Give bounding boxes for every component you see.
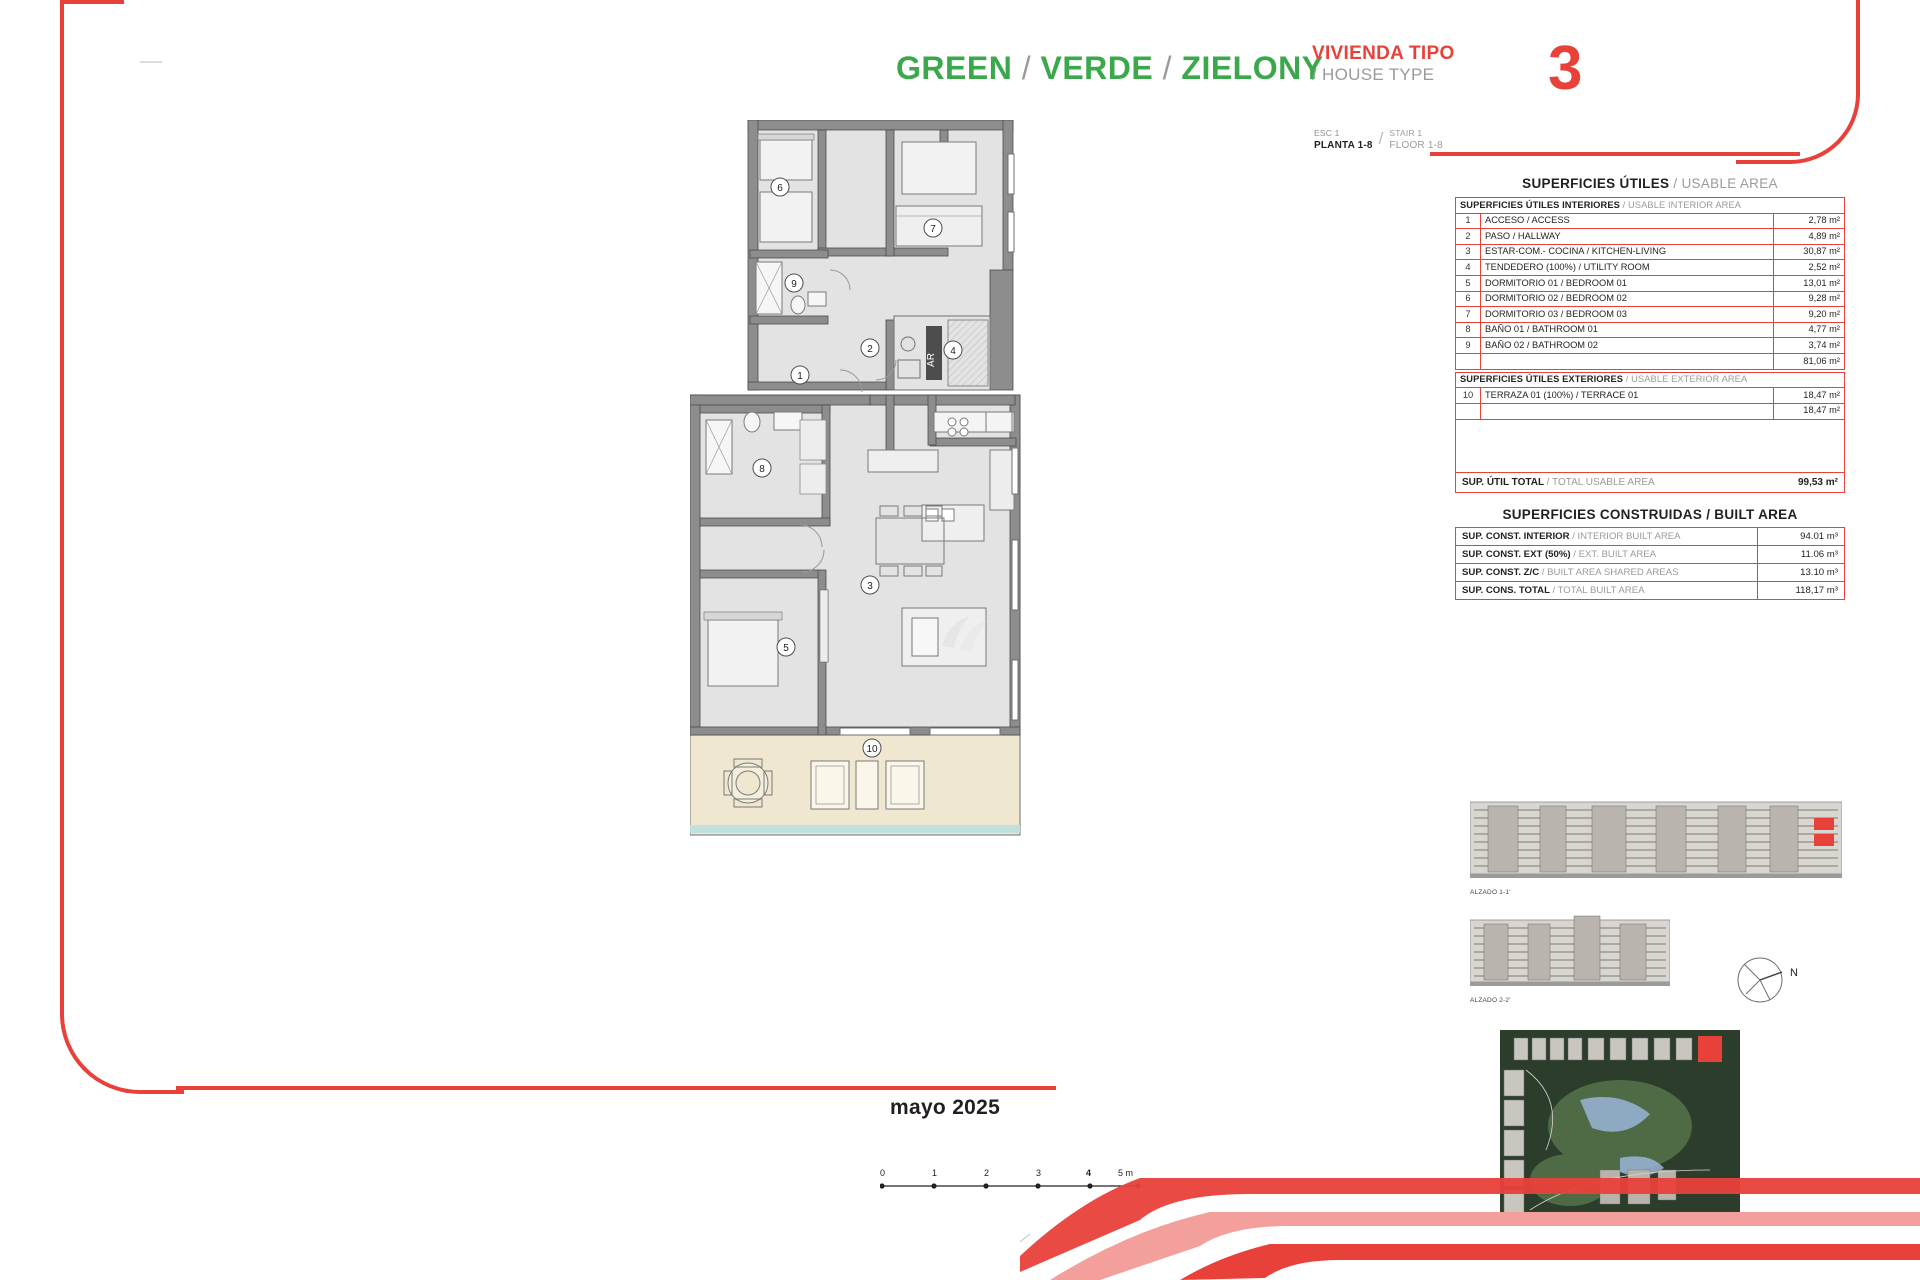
built-heading-es: SUPERFICIES CONSTRUIDAS	[1502, 506, 1703, 522]
esc-label-en: STAIR 1	[1389, 128, 1423, 138]
usable-heading-es: SUPERFICIES ÚTILES	[1522, 176, 1670, 191]
table-row	[1456, 527, 1845, 545]
house-type-block	[1312, 44, 1512, 85]
stair-en	[1389, 128, 1442, 153]
room-marker-4	[944, 341, 962, 359]
usable-exterior-table	[1455, 372, 1845, 420]
title-sep-1: /	[1021, 50, 1032, 86]
row-label: BAÑO 02 / BATHROOM 02	[1481, 338, 1774, 354]
header-underline	[1430, 152, 1800, 156]
areas-panel	[1455, 176, 1845, 600]
room-marker-8	[753, 459, 771, 477]
scale-unit: 5 m	[1118, 1168, 1134, 1178]
built-area-table	[1455, 527, 1845, 600]
usable-exterior-subheader	[1456, 372, 1845, 388]
decorative-marks	[140, 50, 200, 120]
elevation-2-caption: ALZADO 2-2'	[1470, 997, 1511, 1004]
built-label-en: / TOTAL BUILT AREA	[1552, 584, 1645, 596]
row-value: 4,77 m²	[1774, 322, 1845, 338]
built-label-en: / INTERIOR BUILT AREA	[1572, 530, 1681, 542]
row-number: 10	[1456, 388, 1481, 404]
built-label-es: SUP. CONST. Z/C	[1462, 566, 1540, 578]
scale-tick-4: 4	[1086, 1168, 1092, 1178]
row-number: 2	[1456, 229, 1481, 245]
row-value: 2,78 m²	[1774, 213, 1845, 229]
row-label: PASO / HALLWAY	[1481, 229, 1774, 245]
exterior-total-row	[1456, 403, 1845, 419]
svg-text:6: 6	[777, 183, 783, 194]
row-value: 30,87 m²	[1774, 244, 1845, 260]
row-number: 6	[1456, 291, 1481, 307]
row-number: 9	[1456, 338, 1481, 354]
compass-icon	[1730, 950, 1810, 1010]
stair-es	[1314, 128, 1373, 153]
frame-top-left	[60, 0, 124, 64]
row-value: 13,01 m²	[1774, 276, 1845, 292]
row-number: 3	[1456, 244, 1481, 260]
svg-text:2: 2	[867, 344, 873, 355]
scale-tick-2: 2	[984, 1168, 990, 1178]
built-label-es: SUP. CONS. TOTAL	[1462, 584, 1550, 596]
table-row	[1456, 307, 1845, 323]
usable-heading-en: / USABLE AREA	[1673, 176, 1778, 191]
row-value: 9,20 m²	[1774, 307, 1845, 323]
row-value: 9,28 m²	[1774, 291, 1845, 307]
table-row	[1456, 545, 1845, 563]
built-label-en: / EXT. BUILT AREA	[1573, 548, 1657, 560]
row-label: BAÑO 01 / BATHROOM 01	[1481, 322, 1774, 338]
table-row	[1456, 291, 1845, 307]
frame-left-line	[60, 0, 64, 1000]
room-marker-5	[777, 638, 795, 656]
table-row	[1456, 338, 1845, 354]
built-value: 94.01 m³	[1758, 527, 1845, 545]
frame-bottom-line	[176, 1086, 1056, 1090]
planta-label-en: FLOOR 1-8	[1389, 140, 1443, 152]
room-marker-2	[861, 339, 879, 357]
row-value: 4,89 m²	[1774, 229, 1845, 245]
frame-bottom-left-curve	[60, 1000, 184, 1094]
room-marker-6	[771, 178, 789, 196]
built-area-heading	[1455, 507, 1845, 522]
row-value: 3,74 m²	[1774, 338, 1845, 354]
table-row	[1456, 388, 1845, 404]
elevation-1-drawing	[1470, 794, 1842, 882]
usable-area-heading	[1455, 176, 1845, 191]
svg-text:3: 3	[867, 581, 873, 592]
built-label-es: SUP. CONST. INTERIOR	[1462, 530, 1570, 542]
exterior-header-en: / USABLE EXTERIOR AREA	[1625, 374, 1748, 385]
scale-tick-1: 1	[932, 1168, 938, 1178]
elevation-1	[1470, 794, 1842, 896]
house-type-label: / HOUSE TYPE	[1312, 64, 1435, 84]
title-zielony: ZIELONY	[1181, 50, 1324, 86]
svg-text:4: 4	[950, 346, 956, 357]
panel-spacer-box	[1455, 420, 1845, 473]
room-marker-3	[861, 576, 879, 594]
svg-text:8: 8	[759, 464, 765, 475]
built-label-en: / BUILT AREA SHARED AREAS	[1541, 566, 1679, 578]
title-verde: VERDE	[1040, 50, 1154, 86]
title-green: GREEN	[896, 50, 1013, 86]
row-number: 1	[1456, 213, 1481, 229]
total-usable-value: 99,53 m²	[1797, 476, 1838, 488]
svg-text:1: 1	[797, 371, 803, 382]
elevation-1-caption: ALZADO 1-1'	[1470, 889, 1511, 896]
total-usable-box	[1455, 473, 1845, 493]
scale-tick-0: 0	[880, 1168, 886, 1178]
table-row	[1456, 244, 1845, 260]
table-row	[1456, 213, 1845, 229]
table-row	[1456, 563, 1845, 581]
exterior-header-es: SUPERFICIES ÚTILES EXTERIORES	[1460, 374, 1624, 385]
row-label: TERRAZA 01 (100%) / TERRACE 01	[1481, 388, 1774, 404]
vivienda-tipo-label: VIVIENDA TIPO	[1312, 43, 1455, 64]
built-value: 13.10 m³	[1758, 563, 1845, 581]
page-title	[896, 50, 1324, 87]
interior-total-row	[1456, 354, 1845, 370]
svg-text:9: 9	[791, 279, 797, 290]
frame-top-right-curve	[1736, 0, 1860, 164]
svg-text:10: 10	[866, 744, 878, 755]
row-number: 7	[1456, 307, 1481, 323]
exterior-total-value: 18,47 m²	[1774, 403, 1845, 419]
row-label: DORMITORIO 01 / BEDROOM 01	[1481, 276, 1774, 292]
svg-text:5: 5	[783, 643, 789, 654]
interior-header-en: / USABLE INTERIOR AREA	[1622, 199, 1742, 210]
elevation-2-drawing	[1470, 910, 1670, 990]
compass	[1730, 950, 1810, 1015]
built-heading-en: / BUILT AREA	[1706, 506, 1798, 522]
row-label: TENDEDERO (100%) / UTILITY ROOM	[1481, 260, 1774, 276]
built-label-es: SUP. CONST. EXT (50%)	[1462, 548, 1571, 560]
row-label: ACCESO / ACCESS	[1481, 213, 1774, 229]
compass-north-label: N	[1790, 967, 1798, 979]
row-number: 4	[1456, 260, 1481, 276]
room-marker-9	[785, 274, 803, 292]
room-marker-7	[924, 219, 942, 237]
room-marker-10	[863, 739, 881, 757]
table-row	[1456, 260, 1845, 276]
usable-interior-subheader	[1456, 198, 1845, 214]
decorative-mark-bottom	[1020, 1232, 1040, 1248]
interior-total-value: 81,06 m²	[1774, 354, 1845, 370]
document-date: mayo 2025	[890, 1096, 1001, 1119]
row-label: ESTAR-COM.- COCINA / KITCHEN-LIVING	[1481, 244, 1774, 260]
svg-text:7: 7	[930, 224, 936, 235]
title-sep-2: /	[1162, 50, 1172, 86]
floor-plan-drawing	[690, 120, 1120, 1020]
armario-label: AR	[926, 353, 937, 367]
row-value: 18,47 m²	[1774, 388, 1845, 404]
table-row	[1456, 229, 1845, 245]
planta-label-es: PLANTA 1-8	[1314, 140, 1373, 152]
footer-swoosh	[1020, 1160, 1920, 1280]
row-value: 2,52 m²	[1774, 260, 1845, 276]
floor-plan	[690, 120, 1120, 1020]
elevation-2	[1470, 910, 1670, 1004]
usable-interior-table	[1455, 197, 1845, 370]
built-value: 11.06 m³	[1758, 545, 1845, 563]
scale-tick-3: 3	[1036, 1168, 1042, 1178]
esc-label-es: ESC 1	[1314, 128, 1340, 138]
esc-divider: /	[1378, 129, 1384, 148]
row-number: 5	[1456, 276, 1481, 292]
table-row	[1456, 322, 1845, 338]
total-usable-label-es: SUP. ÚTIL TOTAL	[1462, 476, 1544, 488]
row-number: 8	[1456, 322, 1481, 338]
row-label: DORMITORIO 03 / BEDROOM 03	[1481, 307, 1774, 323]
stair-floor-block	[1314, 128, 1443, 153]
interior-header-es: SUPERFICIES ÚTILES INTERIORES	[1460, 199, 1620, 210]
built-value: 118,17 m³	[1758, 581, 1845, 599]
row-label: DORMITORIO 02 / BEDROOM 02	[1481, 291, 1774, 307]
room-marker-1	[791, 366, 809, 384]
watermark-logo	[930, 600, 1000, 670]
house-type-number: 3	[1548, 34, 1583, 103]
table-row	[1456, 581, 1845, 599]
table-row	[1456, 276, 1845, 292]
total-usable-label-en: / TOTAL USABLE AREA	[1546, 476, 1655, 488]
